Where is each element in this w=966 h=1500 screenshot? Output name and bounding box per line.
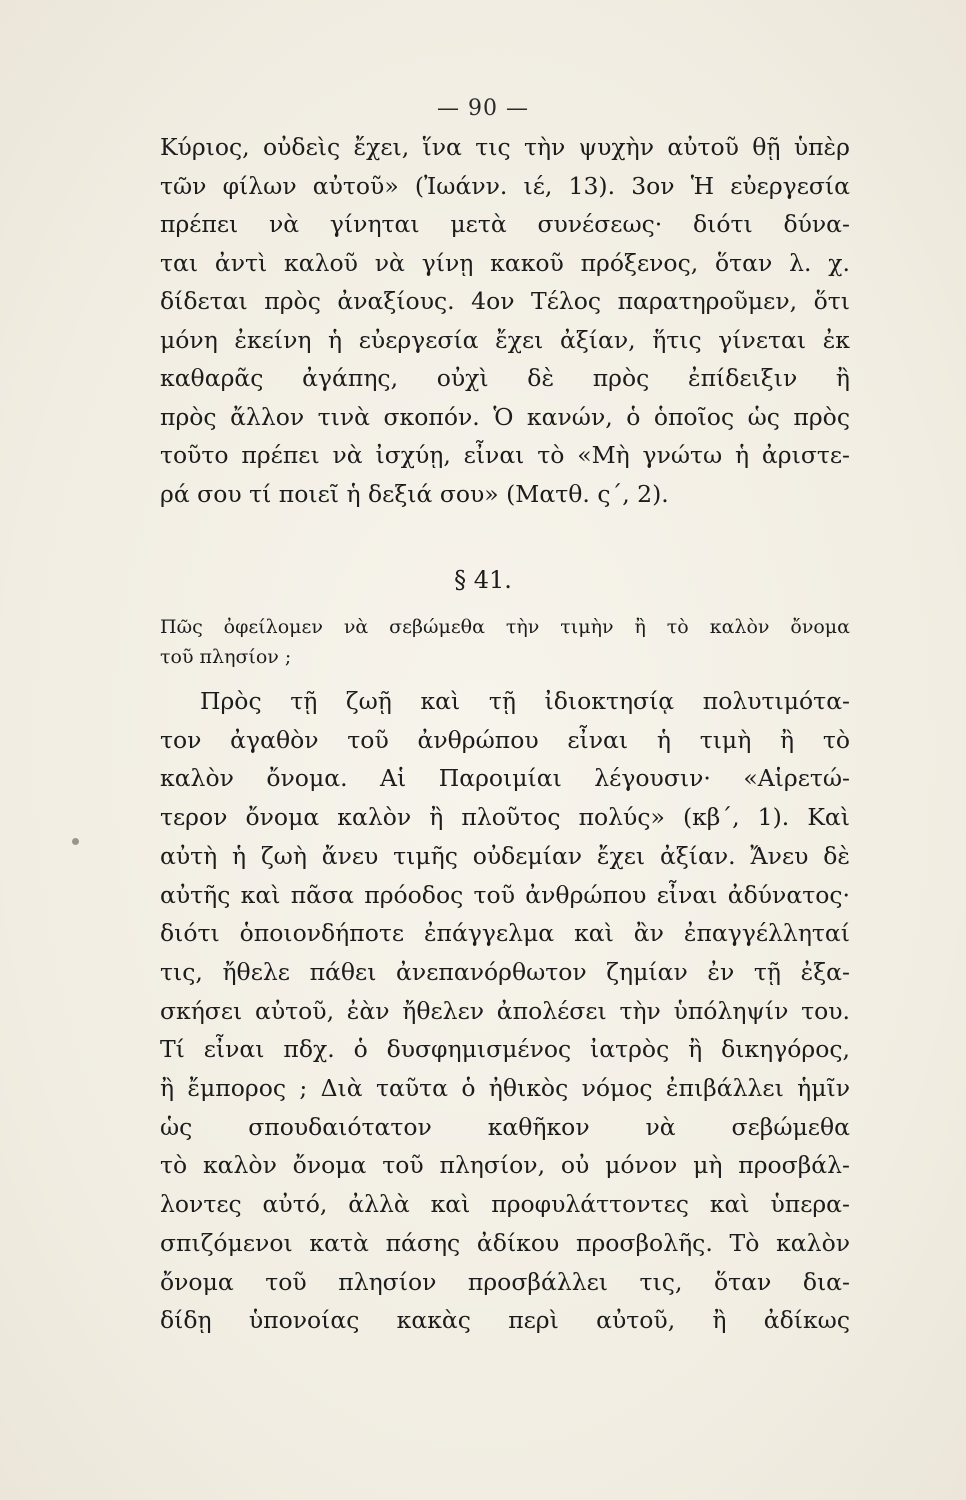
- answer-text: [160, 682, 850, 1340]
- text-line: Πῶς ὀφείλομεν νὰ σεβώμεθα τὴν τιμὴν ἢ τὸ καλὸν ὄνομα: [160, 616, 850, 638]
- page-number: — 90 —: [437, 96, 529, 121]
- question-block: [160, 612, 850, 672]
- text-line: λοντες αὐτό, ἀλλὰ καὶ προφυλάττοντες καὶ ὑπερα-: [160, 1190, 850, 1219]
- text-line: Κύριος, οὐδεὶς ἔχει, ἵνα τις τὴν ψυχὴν αὐτοῦ θῇ ὑπὲρ: [160, 133, 850, 161]
- text-line: δίδεται πρὸς ἀναξίους. 4ον Τέλος παρατηροῦμεν, ὅτι: [160, 287, 850, 315]
- text-line: σκήσει αὐτοῦ, ἐὰν ἤθελεν ἀπολέσει τὴν ὑπόληψίν του.: [160, 996, 850, 1025]
- question-text: [160, 612, 850, 672]
- text-line: μόνη ἐκείνη ἡ εὐεργεσία ἔχει ἀξίαν, ἥτις γίνεται ἐκ: [160, 325, 850, 354]
- text-line: ὄνομα τοῦ πλησίον προσβάλλει τις, ὅταν δια-: [160, 1267, 850, 1296]
- text-line: Τί εἶναι πδχ. ὁ δυσφημισμένος ἰατρὸς ἢ δικηγόρος,: [160, 1035, 850, 1064]
- text-line: ρά σου τί ποιεῖ ἡ δεξιά σου» (Ματθ. ς΄, 2).: [160, 479, 669, 508]
- text-line: ὡς σπουδαιότατον καθῆκον νὰ σεβώμεθα: [160, 1112, 850, 1141]
- text-line: πρέπει νὰ γίνηται μετὰ συνέσεως· διότι δύνα-: [160, 210, 850, 238]
- text-line: διότι ὁποιονδήποτε ἐπάγγελμα καὶ ἂν ἐπαγγέλληταί: [160, 919, 850, 948]
- paper-spot: [72, 838, 79, 845]
- text-line: καλὸν ὄνομα. Αἱ Παροιμίαι λέγουσιν· «Αἱρετώ-: [160, 764, 850, 793]
- text-line: δίδῃ ὑπονοίας κακὰς περὶ αὐτοῦ, ἢ ἀδίκως: [160, 1306, 850, 1335]
- text-line: τις, ἤθελε πάθει ἀνεπανόρθωτον ζημίαν ἐν τῇ ἐξα-: [160, 957, 850, 986]
- text-line: καθαρᾶς ἀγάπης, οὐχὶ δὲ πρὸς ἐπίδειξιν ἢ: [160, 364, 850, 392]
- text-line: τερον ὄνομα καλὸν ἢ πλοῦτος πολύς» (κβ΄, 1). Καὶ: [160, 803, 850, 832]
- text-line: αὐτῆς καὶ πᾶσα πρόοδος τοῦ ἀνθρώπου εἶναι ἀδύνατος·: [160, 880, 850, 909]
- text-line: τὸ καλὸν ὄνομα τοῦ πλησίον, οὐ μόνον μὴ προσβάλ-: [160, 1151, 850, 1180]
- text-line: τοῦτο πρέπει νὰ ἰσχύῃ, εἶναι τὸ «Μὴ γνώτω ἡ ἀριστε-: [160, 441, 850, 469]
- text-line: ἢ ἔμπορος ; Διὰ ταῦτα ὁ ἠθικὸς νόμος ἐπιβάλλει ἡμῖν: [160, 1074, 850, 1103]
- text-line: ται ἀντὶ καλοῦ νὰ γίνῃ κακοῦ πρόξενος, ὅταν λ. χ.: [160, 248, 850, 277]
- text-line: αὐτὴ ἡ ζωὴ ἄνευ τιμῆς οὐδεμίαν ἔχει ἀξίαν. Ἄνευ δὲ: [160, 841, 850, 870]
- text-line: τῶν φίλων αὐτοῦ» (Ἰωάνν. ιέ, 13). 3ον Ἡ εὐεργεσία: [160, 171, 850, 200]
- paragraph-body: [160, 128, 850, 513]
- text-line: τοῦ πλησίον ;: [160, 646, 292, 668]
- paragraph-top: [160, 128, 850, 513]
- text-line: τον ἀγαθὸν τοῦ ἀνθρώπου εἶναι ἡ τιμὴ ἢ τὸ: [160, 725, 850, 754]
- text-line: σπιζόμενοι κατὰ πάσης ἀδίκου προσβολῆς. Τὸ καλὸν: [160, 1228, 850, 1257]
- section-heading: § 41.: [454, 566, 512, 594]
- answer-block: [160, 682, 850, 1340]
- text-line: Πρὸς τῇ ζωῇ καὶ τῇ ἰδιοκτησίᾳ πολυτιμότα-: [200, 687, 850, 715]
- text-line: πρὸς ἄλλον τινὰ σκοπόν. Ὁ κανών, ὁ ὁποῖος ὡς πρὸς: [160, 402, 850, 431]
